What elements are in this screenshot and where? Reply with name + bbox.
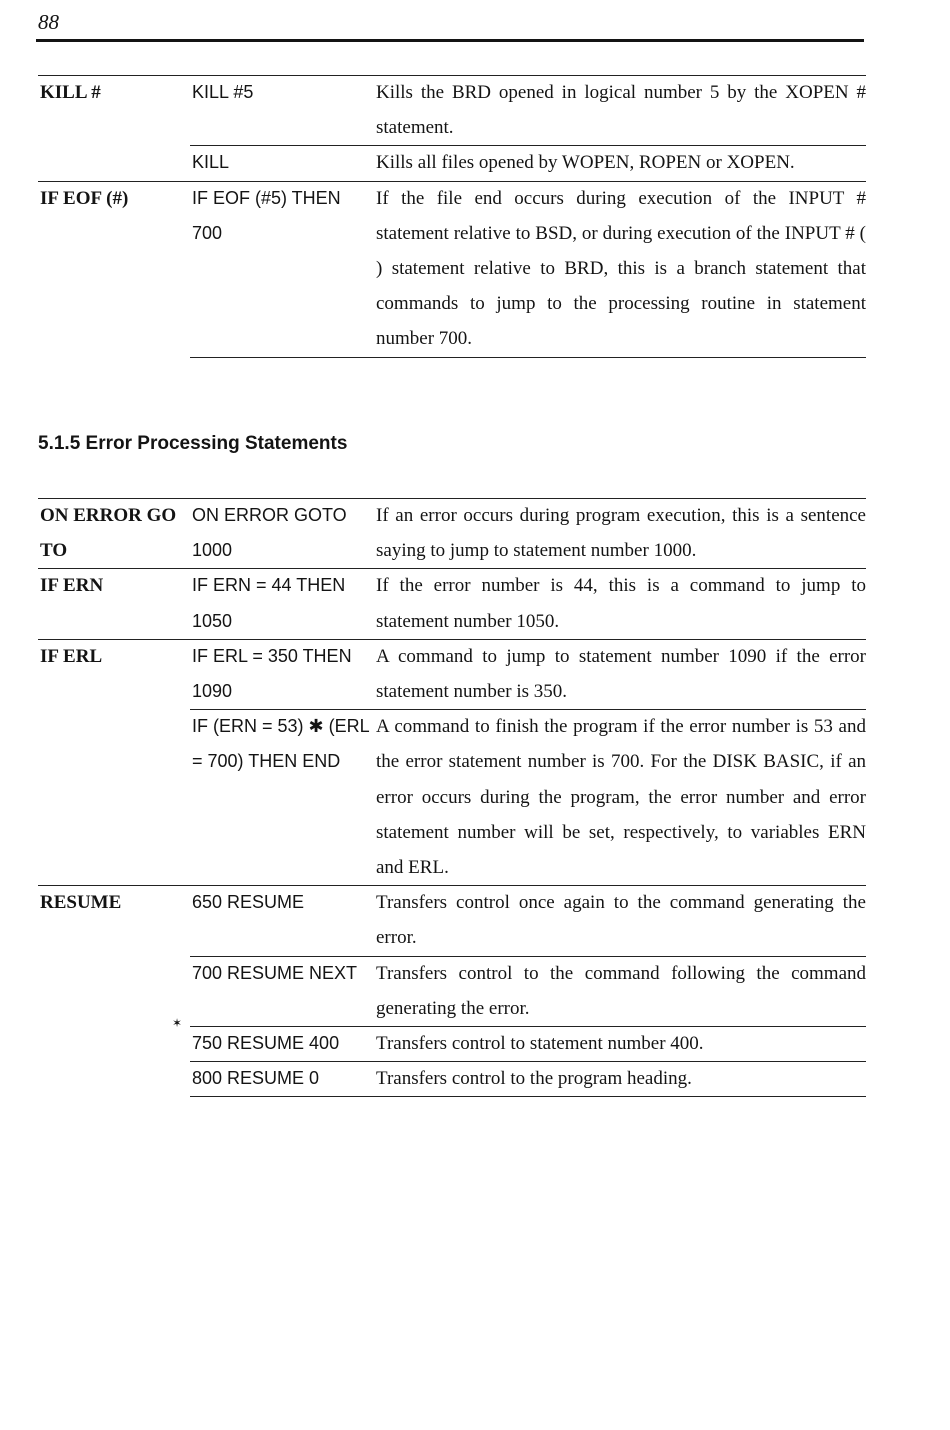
statement-description: If the file end occurs during execution of the INPUT # statement relative to BSD, or during execution of the INPUT # ( ) statement relative to BRD, this is a branch statement that commands to jump to the processing routine in statement number 700.: [376, 187, 866, 350]
table-bottom-rule: [190, 1096, 866, 1097]
statement-description: Transfers control once again to the command generating the error.: [376, 892, 866, 949]
table-row: [38, 639, 866, 709]
statement-description: Kills all files opened by WOPEN, ROPEN or XOPEN.: [376, 152, 795, 174]
table-row: [38, 568, 866, 638]
statement-example: IF ERN = 44 THEN 1050: [192, 575, 346, 631]
statement-description: If an error occurs during program execution, this is a sentence saying to jump to statement number 1000.: [376, 505, 866, 562]
statement-description: Transfers control to the program heading.: [376, 1068, 692, 1090]
table-row: [38, 145, 866, 180]
statement-table-errors: [38, 498, 866, 1096]
statement-example: ON ERROR GOTO 1000: [192, 505, 347, 561]
statement-description: A command to jump to statement number 1090 if the error statement number is 350.: [376, 645, 866, 702]
statement-example: 800 RESUME 0: [192, 1068, 320, 1089]
statement-example: KILL #5: [192, 82, 254, 102]
statement-term: RESUME: [40, 892, 122, 914]
table-row: [38, 75, 866, 145]
statement-example: IF EOF (#5) THEN 700: [192, 187, 341, 243]
table-row: [38, 498, 866, 568]
statement-description: Kills the BRD opened in logical number 5 by the XOPEN # statement.: [376, 82, 866, 139]
header-rule: [36, 39, 864, 42]
statement-example: 700 RESUME NEXT: [192, 962, 358, 983]
statement-example: KILL: [192, 152, 230, 173]
statement-description: A command to finish the program if the error number is 53 and the error statement number is 700. For the DISK BASIC, if an error occurs during the program, the error number and error statement number will be set, respectively, to variables ERN and ERL.: [376, 716, 866, 878]
section-heading: 5.1.5 Error Processing Statements: [38, 433, 348, 454]
statement-table-files: [38, 75, 866, 357]
statement-term: KILL #: [40, 82, 101, 103]
statement-term: ON ERROR GO TO: [40, 505, 177, 562]
statement-description: Transfers control to statement number 400.: [376, 1032, 704, 1054]
table-row: [38, 1026, 866, 1061]
statement-description: Transfers control to the command following the command generating the error.: [376, 962, 866, 1019]
table-bottom-rule: [190, 357, 866, 358]
statement-description: If the error number is 44, this is a command to jump to statement number 1050.: [376, 575, 866, 632]
statement-example: 750 RESUME 400: [192, 1032, 340, 1053]
statement-example: IF ERL = 350 THEN 1090: [192, 645, 352, 701]
table-row: [38, 1061, 866, 1096]
page-number: 88: [38, 10, 59, 34]
table-row: [38, 885, 866, 955]
statement-example: IF (ERN = 53) ✱ (ERL = 700) THEN END: [192, 716, 369, 772]
statement-term: IF ERL: [40, 645, 103, 667]
table-row: [38, 709, 866, 885]
table-row: [38, 181, 866, 357]
statement-term: IF ERN: [40, 575, 104, 597]
pencil-mark-icon: ✶: [172, 1016, 183, 1030]
statement-term: IF EOF (#): [40, 187, 129, 209]
statement-example: 650 RESUME: [192, 892, 305, 913]
table-row: [38, 956, 866, 1026]
